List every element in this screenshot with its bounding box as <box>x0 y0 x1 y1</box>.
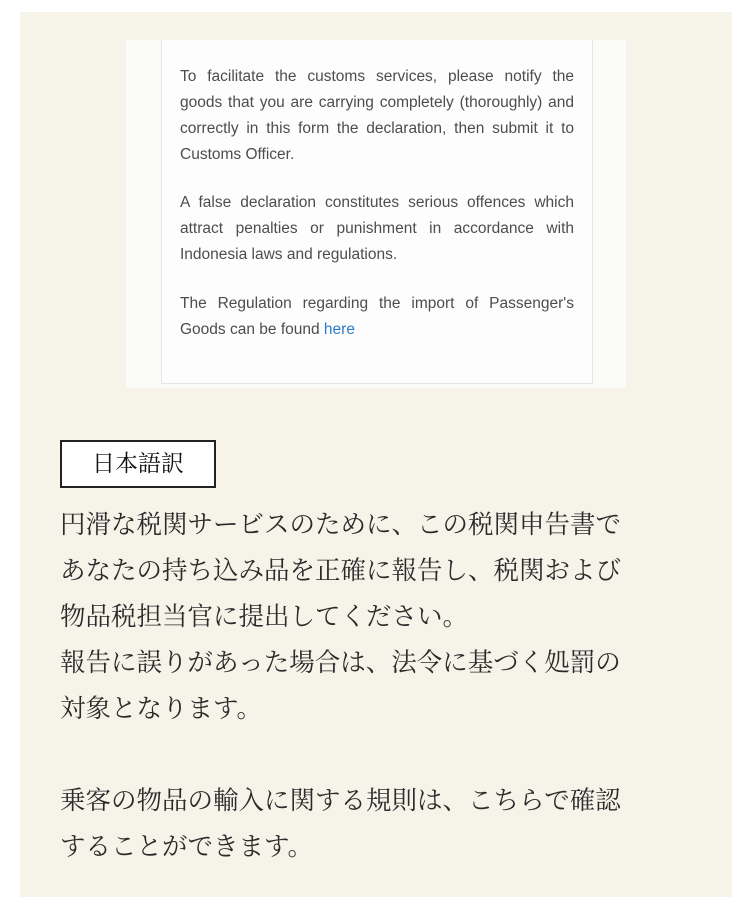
translation-line-2: あなたの持ち込み品を正確に報告し、税関および <box>60 556 622 586</box>
notice-paragraph-2: A false declaration constitutes serious offences which attract penalties or punishment in accordance with Indonesia laws and regulations. <box>180 194 574 263</box>
translation-label: 日本語訳 <box>60 440 216 488</box>
notice-paragraph-3-text: The Regulation regarding the import of Passenger's Goods can be found <box>180 295 574 338</box>
embedded-screenshot <box>126 40 626 388</box>
notice-paragraph-3 <box>180 291 574 343</box>
translation-line-6: 乗客の物品の輸入に関する規則は、こちらで確認 <box>60 786 621 816</box>
translation-line-1: 円滑な税関サービスのために、この税関申告書で <box>60 510 622 540</box>
translation-line-5: 対象となります。 <box>60 694 262 724</box>
japanese-translation <box>60 502 720 870</box>
translation-line-7: することができます。 <box>60 832 313 862</box>
customs-notice-card <box>161 40 593 384</box>
paragraph-spacer <box>60 732 720 778</box>
translation-line-3: 物品税担当官に提出してください。 <box>60 602 469 632</box>
translation-line-4: 報告に誤りがあった場合は、法令に基づく処罰の <box>60 648 621 678</box>
regulation-link[interactable]: here <box>323 321 355 338</box>
notice-paragraph-1: To facilitate the customs services, please notify the goods that you are carrying completely (thoroughly) and correctly in this form the declaration, then submit it to Customs Officer. <box>180 68 574 163</box>
article-panel <box>20 12 732 897</box>
